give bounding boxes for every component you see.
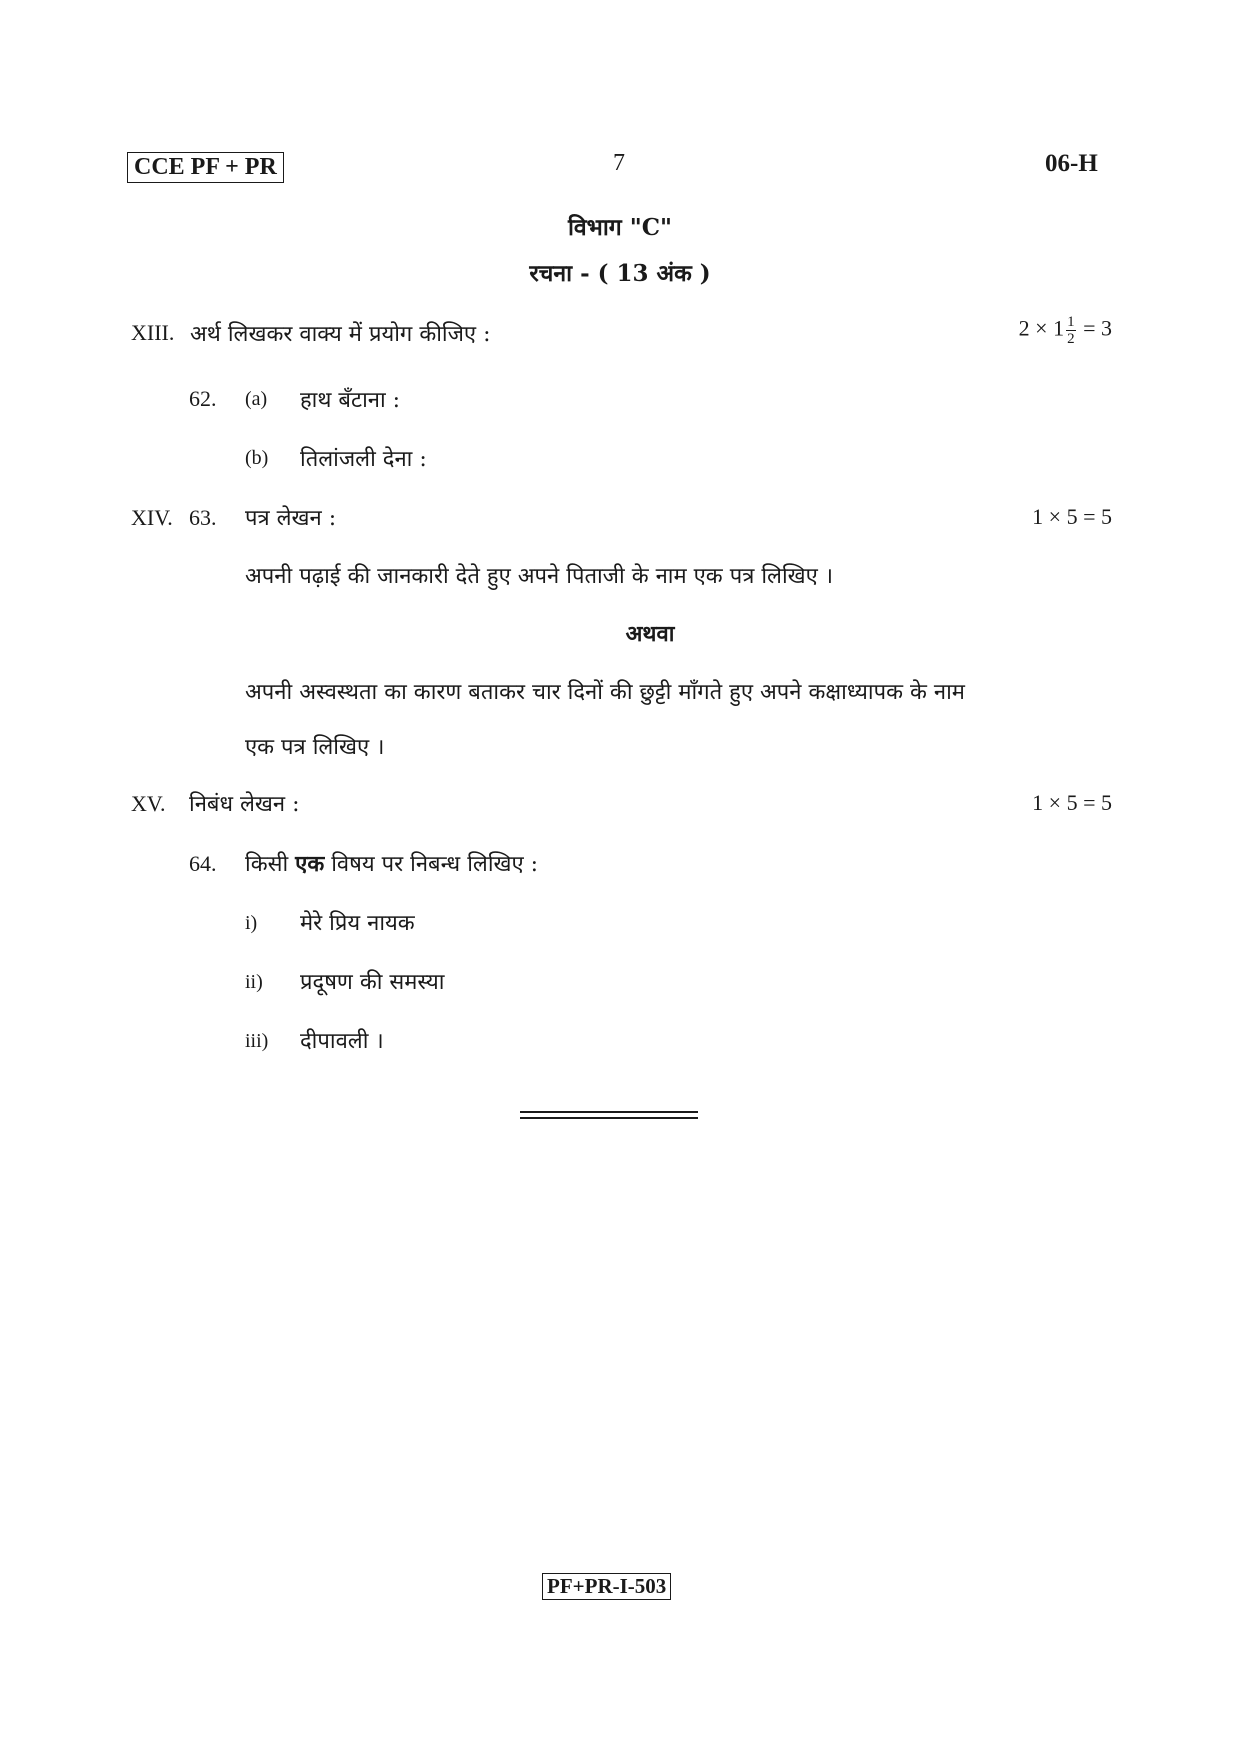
q64-instruction-bold: एक [295, 851, 325, 877]
q63-number: 63. [189, 505, 217, 530]
paper-code: 06-H [1045, 150, 1098, 177]
topic-3-text: दीपावली । [300, 1029, 384, 1054]
q62-item-a-label: (a) [245, 388, 268, 410]
section-title: विभाग "C" [567, 214, 673, 241]
q15-text: निबंध लेखन : [189, 792, 300, 817]
q62-number: 62. [189, 386, 217, 411]
or-label: अथवा [625, 621, 675, 647]
q62-item-b-text: तिलांजली देना : [300, 447, 427, 472]
q14-marks: 1 × 5 = 5 [1032, 504, 1112, 529]
section-subtitle: रचना - ( 13 अंक ) [529, 260, 711, 287]
footer-code-box: PF+PR-I-503 [542, 1573, 671, 1600]
q14-option-2-line-1: अपनी अस्वस्थता का कारण बताकर चार दिनों की छुट्टी माँगते हुए अपने कक्षाध्यापक के नाम [245, 680, 965, 705]
page-number: 7 [613, 150, 625, 176]
q13-marks-frac-denominator: 2 [1067, 331, 1075, 347]
q62-item-b-label: (b) [245, 447, 269, 469]
q13-marks [1019, 314, 1112, 347]
q64-instruction [245, 848, 538, 878]
exam-code-box: CCE PF + PR [127, 152, 284, 183]
topic-1-label: i) [245, 912, 258, 934]
q13-marks-frac-numerator: 1 [1067, 314, 1075, 330]
end-rule-bottom [520, 1117, 698, 1119]
topic-2-text: प्रदूषण की समस्या [300, 970, 445, 995]
topic-2-label: ii) [245, 971, 263, 993]
q14-text: पत्र लेखन : [245, 506, 337, 531]
topic-3-label: iii) [245, 1030, 269, 1052]
q13-marks-suffix: = 3 [1083, 315, 1112, 341]
q13-roman: XIII. [131, 320, 175, 345]
q14-option-1: अपनी पढ़ाई की जानकारी देते हुए अपने पिताजी के नाम एक पत्र लिखिए । [245, 564, 834, 589]
end-rule-top [520, 1111, 698, 1113]
q64-number: 64. [189, 851, 217, 876]
q14-option-2-line-2: एक पत्र लिखिए । [245, 735, 385, 760]
topic-1-text: मेरे प्रिय नायक [300, 911, 415, 936]
q64-instruction-pre: किसी [245, 852, 289, 877]
q15-roman: XV. [131, 791, 166, 816]
q15-marks: 1 × 5 = 5 [1032, 790, 1112, 815]
q13-text: अर्थ लिखकर वाक्य में प्रयोग कीजिए : [190, 322, 491, 347]
q13-marks-prefix: 2 × 1 [1018, 315, 1065, 341]
q14-roman: XIV. [131, 505, 173, 530]
q62-item-a-text: हाथ बँटाना : [300, 388, 401, 413]
q13-marks-fraction [1066, 314, 1076, 347]
q64-instruction-post: विषय पर निबन्ध लिखिए : [331, 852, 539, 877]
